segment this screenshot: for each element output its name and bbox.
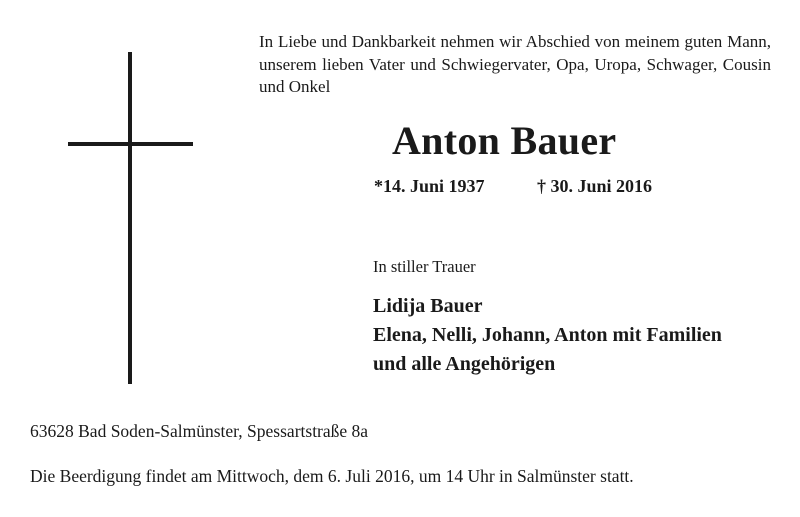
birth-date: *14. Juni 1937 bbox=[374, 176, 485, 196]
deceased-name: Anton Bauer bbox=[392, 118, 617, 163]
mourners-list bbox=[373, 292, 722, 379]
intro-text: In Liebe und Dankbarkeit nehmen wir Abschied von meinem guten Mann, unserem lieben Vater und Schwiegervater, Opa, Uropa, Schwager, Cousin und Onkel bbox=[259, 32, 771, 96]
death-date: † 30. Juni 2016 bbox=[537, 176, 653, 196]
address-line: 63628 Bad Soden-Salmünster, Spessartstraße 8a bbox=[30, 421, 369, 441]
mourner-line: Lidija Bauer bbox=[373, 295, 483, 317]
mourning-label: In stiller Trauer bbox=[373, 257, 476, 276]
cross-vertical-bar bbox=[128, 52, 132, 384]
cross-horizontal-bar bbox=[68, 142, 193, 146]
mourner-line: Elena, Nelli, Johann, Anton mit Familien bbox=[373, 324, 722, 346]
mourner-line: und alle Angehörigen bbox=[373, 353, 556, 375]
funeral-info: Die Beerdigung findet am Mittwoch, dem 6. Juli 2016, um 14 Uhr in Salmünster statt. bbox=[30, 466, 634, 486]
